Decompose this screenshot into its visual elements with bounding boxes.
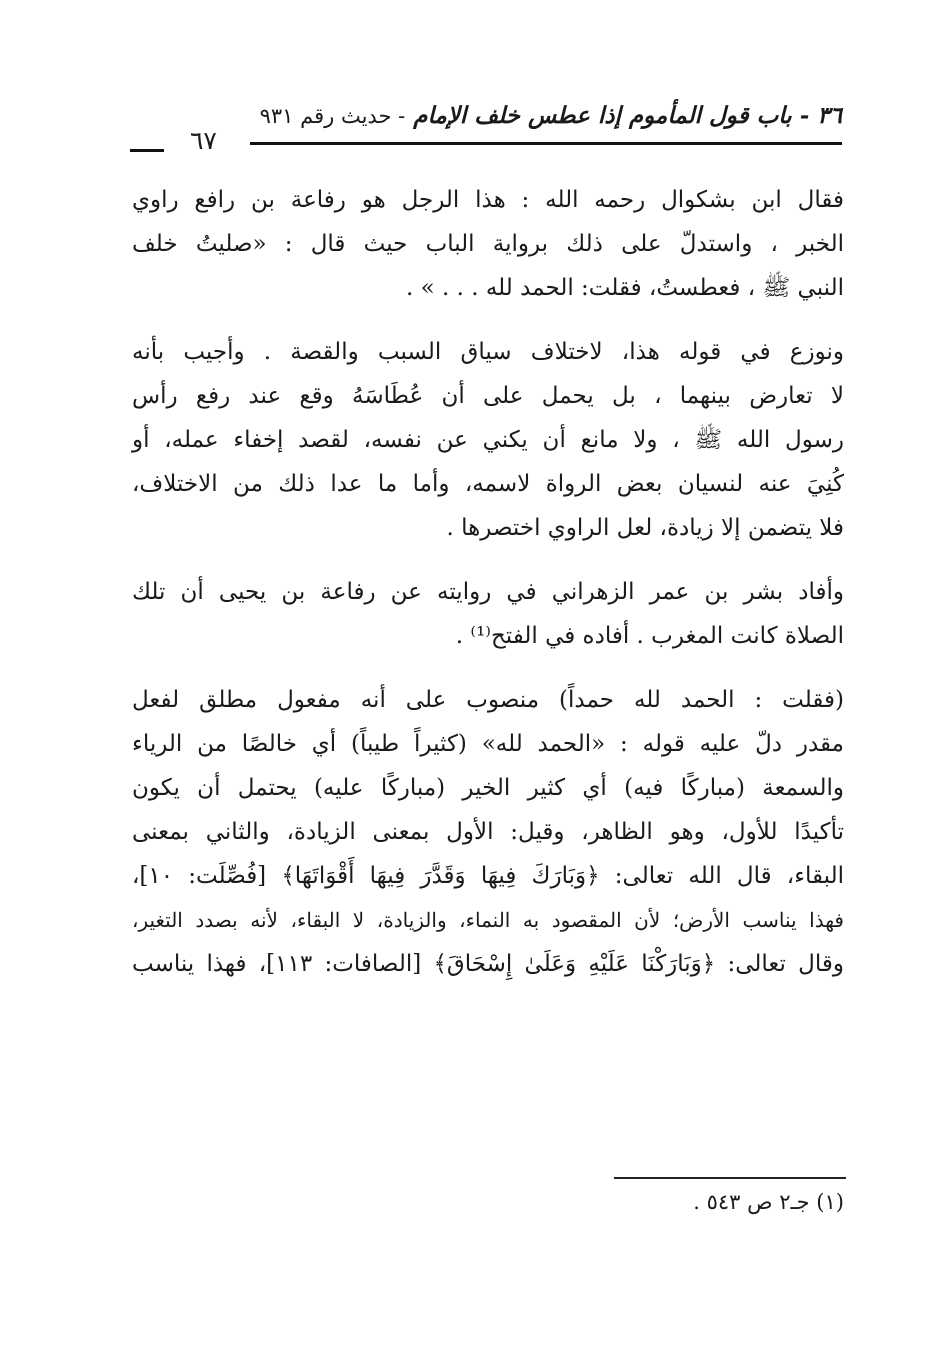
text-line: الصلاة كانت المغرب . أفاده في الفتح⁽¹⁾ . (455, 623, 844, 649)
text-line: فهذا يناسب الأرض؛ لأن المقصود به النماء، والزيادة، لا البقاء، لأنه بصدد التغير، (132, 908, 844, 932)
text-line: رسول الله ﷺ ، ولا مانع أن يكني عن نفسه، لقصد إخفاء عمله، أو (132, 427, 844, 453)
text-line: الخبر ، واستدلّ على ذلك برواية الباب حيث قال : «صليتُ خلف (132, 231, 844, 257)
chapter-heading (260, 102, 842, 129)
text-line: وقال تعالى: ﴿وَبَارَكْنَا عَلَيْهِ وَعَلَىٰ إِسْحَاقَ﴾ [الصافات: ١١٣]، فهذا يناسب (132, 951, 844, 977)
text-line: ونوزع في قوله هذا، لاختلاف سياق السبب والقصة . وأجيب بأنه (132, 339, 844, 365)
text-line: والسمعة (مباركًا فيه) أي كثير الخير (مباركًا عليه) يحتمل أن يكون (132, 775, 844, 801)
text-line: لا تعارض بينهما ، بل يحمل على أن عُطَاسَهُ وقع عند رفع رأس (132, 383, 844, 409)
paragraph-4 (132, 678, 844, 986)
footnote-separator (614, 1177, 846, 1179)
text-line: فقال ابن بشكوال رحمه الله : هذا الرجل هو رفاعة بن رافع راوي (132, 187, 844, 213)
main-text (132, 178, 844, 1006)
text-line: (فقلت : الحمد لله حمداً) منصوب على أنه مفعول مطلق لفعل (132, 687, 844, 713)
text-line: تأكيدًا للأول، وهو الظاهر، وقيل: الأول بمعنى الزيادة، والثاني بمعنى (132, 819, 845, 845)
header-rule (250, 142, 842, 145)
paragraph-3 (132, 570, 844, 658)
paragraph-2 (132, 330, 844, 550)
text-line: النبي ﷺ ، فعطستُ، فقلت: الحمد لله . . . » . (405, 275, 844, 301)
paragraph-1 (132, 178, 844, 310)
chapter-title: ٣٦ - باب قول المأموم إذا عطس خلف الإمام (413, 102, 842, 129)
text-line: كُنِيَ عنه لنسيان بعض الرواة لاسمه، وأما ما عدا ذلك من الاختلاف، (132, 471, 844, 497)
hadith-reference: - حديث رقم ٩٣١ (259, 104, 406, 128)
footnote: (١) جـ٢ ص ٥٤٣ . (693, 1190, 844, 1214)
text-line: وأفاد بشر بن عمر الزهراني في روايته عن رفاعة بن يحيى أن تلك (132, 579, 844, 605)
running-header (130, 98, 842, 160)
text-line: البقاء، قال الله تعالى: ﴿وَبَارَكَ فِيهَا وَقَدَّرَ فِيهَا أَقْوَاتَهَا﴾ [فُصِّلَت: ١٠]، (132, 863, 844, 889)
page-number: ٦٧ (190, 126, 217, 155)
text-line: فلا يتضمن إلا زيادة، لعل الراوي اختصرها . (446, 515, 844, 541)
header-dash (130, 149, 164, 152)
text-line: مقدر دلّ عليه قوله : «الحمد لله» (كثيراً طيباً) أي خالصًا من الرياء (132, 731, 844, 757)
